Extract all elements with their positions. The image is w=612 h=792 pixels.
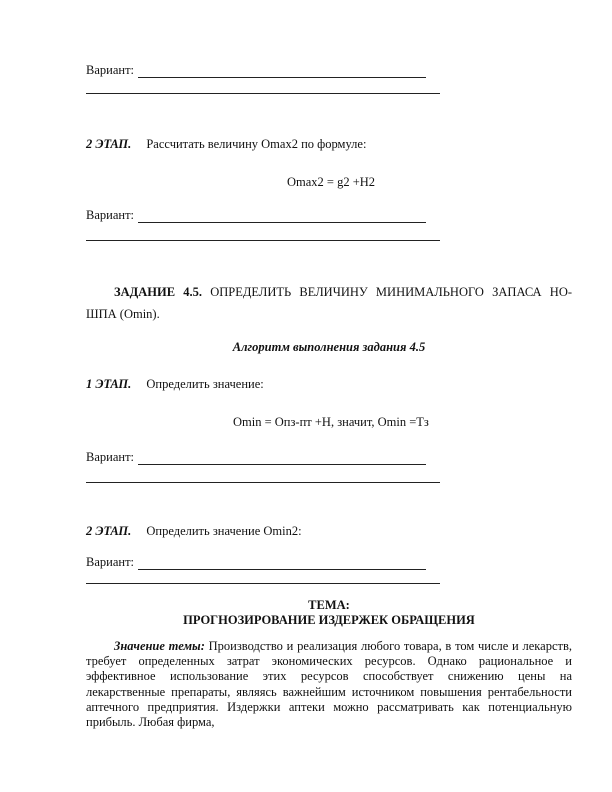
task-text: ОПРЕДЕЛИТЬ ВЕЛИЧИНУ МИНИМАЛЬНОГО ЗАПАСА НО-ШПА (Omin).	[86, 285, 573, 321]
stage-text: Рассчитать величину Omax2 по формуле:	[146, 137, 367, 151]
variant-label: Вариант:	[86, 450, 134, 464]
variant-blank	[138, 209, 426, 223]
variant-line-4	[86, 555, 426, 570]
variant-blank	[138, 451, 426, 465]
variant-blank	[138, 556, 426, 570]
variant-blank	[138, 64, 426, 78]
theme-label: ТЕМА:	[308, 598, 350, 612]
answer-line	[86, 583, 440, 584]
answer-line	[86, 482, 440, 483]
variant-label: Вариант:	[86, 63, 134, 77]
stage2-a-heading	[86, 137, 366, 152]
significance-paragraph	[86, 639, 572, 730]
significance-label: Значение темы:	[114, 639, 205, 653]
task-4-5	[86, 281, 572, 325]
stage-text: Определить значение Omin2:	[146, 524, 302, 538]
significance-text: Производство и реализация любого товара, в том числе и лекарств, требует определенных затрат экономических ресурсов. Однако рациональное и эффективное использование этих ресурсов способствует снижению цены на лекарственные препараты, являясь важнейшим источником повышения рентабельности аптечного предприятия. Издержки аптеки можно рассматривать как потенциальную прибыль. Любая фирма,	[86, 639, 572, 730]
variant-label: Вариант:	[86, 208, 134, 222]
variant-label: Вариант:	[86, 555, 134, 569]
variant-line-1	[86, 63, 426, 78]
stage-number: 2 ЭТАП.	[86, 137, 132, 151]
variant-line-2	[86, 208, 426, 223]
stage1-heading	[86, 377, 264, 392]
stage-number: 2 ЭТАП.	[86, 524, 132, 538]
stage-text: Определить значение:	[146, 377, 264, 391]
theme-title: ПРОГНОЗИРОВАНИЕ ИЗДЕРЖЕК ОБРАЩЕНИЯ	[183, 613, 475, 627]
variant-line-3	[86, 450, 426, 465]
stage-number: 1 ЭТАП.	[86, 377, 132, 391]
task-label: ЗАДАНИЕ 4.5.	[114, 285, 202, 299]
formula-omin: Omin = Oпз-пт +H, значит, Omin =Tз	[233, 415, 429, 429]
answer-line	[86, 240, 440, 241]
stage2-b-heading	[86, 524, 302, 539]
formula-omax2: Omax2 = g2 +H2	[287, 175, 376, 189]
answer-line	[86, 93, 440, 94]
algorithm-title: Алгоритм выполнения задания 4.5	[232, 340, 426, 354]
